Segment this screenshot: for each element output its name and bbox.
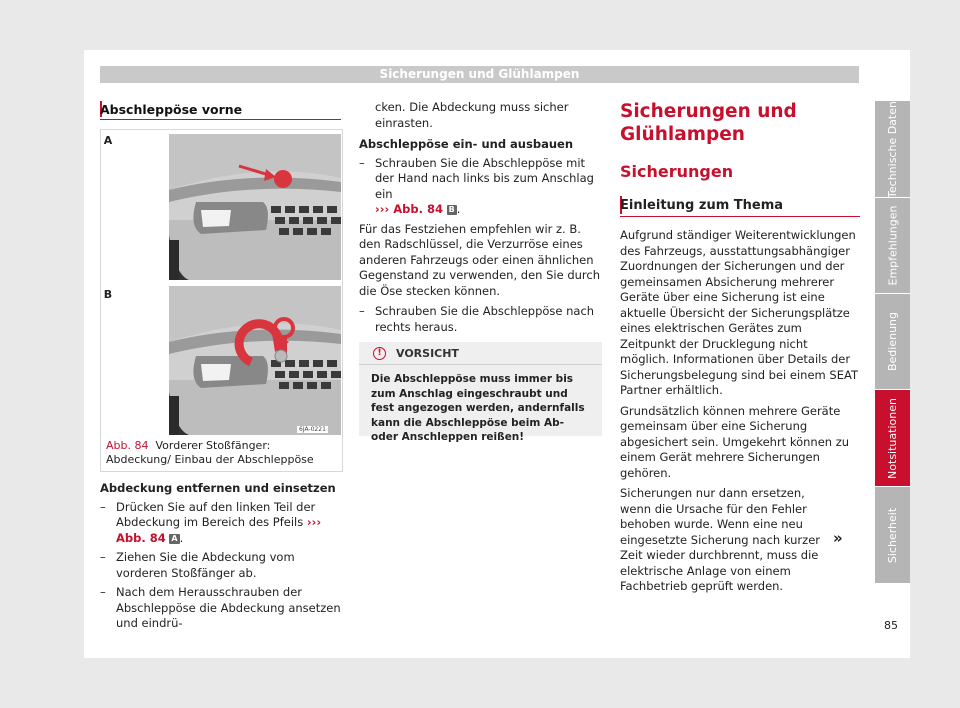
cover-heading: Abdeckung entfernen und einsetzen: [100, 481, 336, 495]
figure-code: 6JA-0221: [299, 426, 326, 433]
list-item: [100, 550, 341, 581]
list-item-text: Nach dem Herausschrauben der Abschleppöse die Abdeckung ansetzen und eindrü-: [116, 585, 341, 630]
tab-label: Empfehlungen: [886, 205, 900, 286]
figure-reference-link[interactable]: ››› Abb. 84: [375, 202, 443, 216]
tab-notsituationen[interactable]: [875, 390, 910, 486]
list-dash: –: [359, 304, 365, 318]
tab-bedienung[interactable]: [875, 294, 910, 389]
left-column-text: [100, 481, 341, 636]
caption-figure-number: Abb. 84: [106, 439, 149, 452]
list-dash: –: [100, 499, 106, 514]
middle-column-text: [359, 100, 602, 339]
list-item-text: Schrauben Sie die Abschleppöse mit der Hand nach links bis zum Anschlag ein: [375, 155, 594, 201]
tab-label: Notsituationen: [886, 397, 899, 479]
panel-a-label: A: [101, 134, 115, 148]
list-item-text: Schrauben Sie die Abschleppöse nach rechts heraus.: [375, 304, 595, 334]
intro-title: Einleitung zum Thema: [620, 198, 784, 213]
list-item-text: Drücken Sie auf den linken Teil der Abdeckung im Bereich des Pfeils: [116, 499, 316, 529]
tab-label: Sicherheit: [886, 507, 900, 563]
page-number: 85: [884, 619, 898, 632]
list-item: [100, 500, 341, 547]
paragraph: Sicherungen nur dann ersetzen, wenn die Ursache für den Fehler behoben wurde. Wenn eine neu eingesetzte Sicherung nach kurzer Zeit wieder durchbrennt, muss die elektrische Anlage von einem Fachbetrieb geprüft werden.: [620, 486, 820, 593]
caution-header: [359, 342, 602, 365]
list-dash: –: [359, 155, 365, 170]
caution-label: VORSICHT: [396, 346, 459, 360]
caution-box: [359, 342, 602, 443]
figure-caption: [106, 439, 336, 467]
list-item: [359, 156, 602, 218]
caution-text: Die Abschleppöse muss immer bis zum Anschlag eingeschraubt und fest angezogen werden, andernfalls kann die Abschleppöse beim Ab- oder Anschleppen reißen!: [371, 373, 585, 443]
paragraph: Für das Festziehen empfehlen wir z. B. den Radschlüssel, die Verzurröse eines anderen Fahrzeugs oder einen ähnlichen Gegenstand zu verwenden, den Sie durch die Öse stecken können.: [359, 221, 600, 298]
tab-label: Technische Daten: [886, 100, 900, 198]
section-title: Abschleppöse vorne: [100, 102, 243, 117]
tow-eye-heading: Abschleppöse ein- und ausbauen: [359, 137, 574, 151]
list-item-continuation: [359, 100, 602, 131]
list-item-text-end: .: [456, 202, 461, 216]
tab-technische-daten[interactable]: [875, 101, 910, 197]
chapter-title: Sicherungen und Glühlampen: [620, 101, 797, 145]
list-item-text-end: .: [179, 530, 184, 545]
panel-b-label: B: [101, 288, 115, 302]
paragraph: Grundsätzlich können mehrere Geräte gemeinsam über eine Sicherung abgesichert sein. Umgekehrt können zu einem Gerät mehrere Sicherungen gehören.: [620, 403, 850, 480]
list-item: [100, 585, 341, 632]
running-header: Sicherungen und Glühlampen: [100, 66, 859, 83]
figure-illustration: [101, 130, 342, 435]
caption-text: Vorderer Stoßfänger: Abdeckung/ Einbau der Abschleppöse: [106, 439, 314, 466]
intro-title-rule: [620, 216, 860, 217]
continue-arrow-icon: »: [833, 529, 843, 547]
figure-key-b: B: [448, 205, 455, 214]
tab-empfehlungen[interactable]: [875, 198, 910, 293]
right-column-text: [620, 228, 860, 600]
section-title-rule: [100, 119, 341, 120]
chapter-subtitle: Sicherungen: [620, 162, 734, 181]
paragraph: Aufgrund ständiger Weiterentwicklungen des Fahrzeugs, ausstattungsabhängiger Zuordnungen der Sicherungen und der gemeinsamen Absicherung mehrerer Geräte über eine Sicherung ist eine aktuelle Übersicht der Sicherungsplätze eines elektrischen Gerätes zum Zeitpunkt der Drucklegung nicht möglich. Informationen über Details der Sicherungsbelegung sind bei einem SEAT Partner erhältlich.: [620, 228, 858, 397]
figure-key-a: A: [171, 533, 178, 543]
list-item: [359, 304, 602, 335]
tab-label: Bedienung: [886, 311, 899, 372]
list-dash: –: [100, 550, 106, 564]
list-item-text: Ziehen Sie die Abdeckung vom vorderen Stoßfänger ab.: [116, 550, 295, 580]
figure-tow-eye: [100, 129, 343, 472]
list-dash: –: [100, 585, 106, 599]
tab-sicherheit[interactable]: [875, 487, 910, 583]
continuation-text: cken. Die Abdeckung muss sicher einrasten.: [375, 100, 569, 130]
figure-reference-link[interactable]: ››› Abb. 84: [116, 515, 322, 545]
warning-icon: !: [373, 347, 386, 360]
